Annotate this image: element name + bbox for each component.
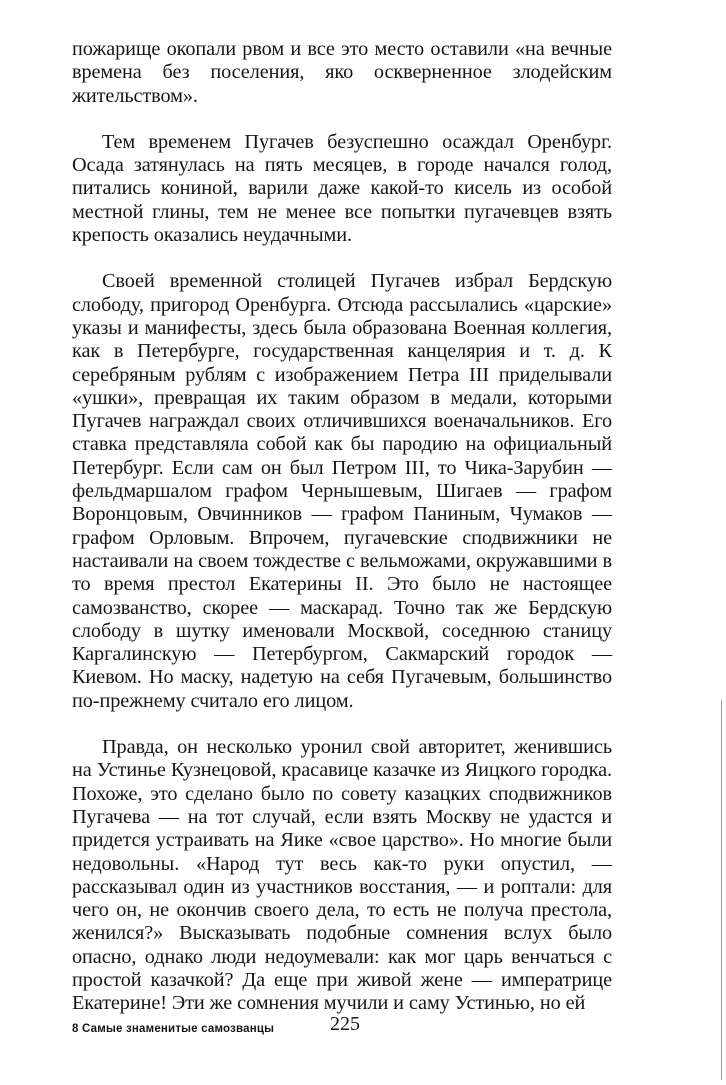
page-number: 225 (330, 1013, 360, 1035)
printer-signature: 8 Самые знаменитые самозванцы (72, 1023, 275, 1035)
paragraph-1: пожарище окопали рвом и все это место оставили «на вечные времена без поселения, яко оскверненное злодейским жительством». (72, 38, 612, 107)
body-text (72, 38, 612, 1016)
page-footer (72, 1013, 612, 1043)
paragraph-2: Тем временем Пугачев безуспешно осаждал Оренбург. Осада затянулась на пять месяцев, в городе начался голод, питались кониной, варили даже какой-то кисель из особой местной глины, тем не менее все попытки пугачевцев взять крепость оказались неудачными. (72, 130, 612, 247)
scan-edge-line (721, 700, 722, 1080)
paragraph-4: Правда, он несколько уронил свой авторитет, женившись на Устинье Кузнецовой, красавице казачке из Яицкого городка. Похоже, это сделано было по совету казацких сподвижников Пугачева — на тот случай, если взять Москву не удастся и придется устраивать на Яике «свое царство». Но многие были недовольны. «Народ тут весь как-то руки опустил, — рассказывал один из участников восстания, — и роптали: для чего он, не окончив своего дела, то есть не получа престола, женился?» Высказывать подобные сомнения вслух было опасно, однако люди недоумевали: как мог царь венчаться с простой казачкой? Да еще при живой жене — императрице Екатерине! Эти же сомнения мучили и саму Устинью, но ей (72, 736, 612, 1015)
paragraph-3: Своей временной столицей Пугачев избрал Бердскую слободу, пригород Оренбурга. Отсюда рассылались «царские» указы и манифесты, здесь была образована Военная коллегия, как в Петербурге, государственная канцелярия и т. д. К серебряным рублям с изображением Петра III приделывали «ушки», превращая их таким образом в медали, которыми Пугачев награждал своих отличившихся военачальников. Его ставка представляла собой как бы пародию на официальный Петербург. Если сам он был Петром III, то Чика-Зарубин — фельдмаршалом графом Чернышевым, Шигаев — графом Воронцовым, Овчинников — графом Паниным, Чумаков — графом Орловым. Впрочем, пугачевские сподвижники не настаивали на своем тождестве с вельможами, окружавшими в то время престол Екатерины II. Это было не настоящее самозванство, скорее — маскарад. Точно так же Бердскую слободу в шутку именовали Москвой, соседнюю станицу Каргалинскую — Петербургом, Сакмарский городок — Киевом. Но маску, надетую на себя Пугачевым, большинство по-прежнему считало его лицом. (72, 270, 612, 712)
